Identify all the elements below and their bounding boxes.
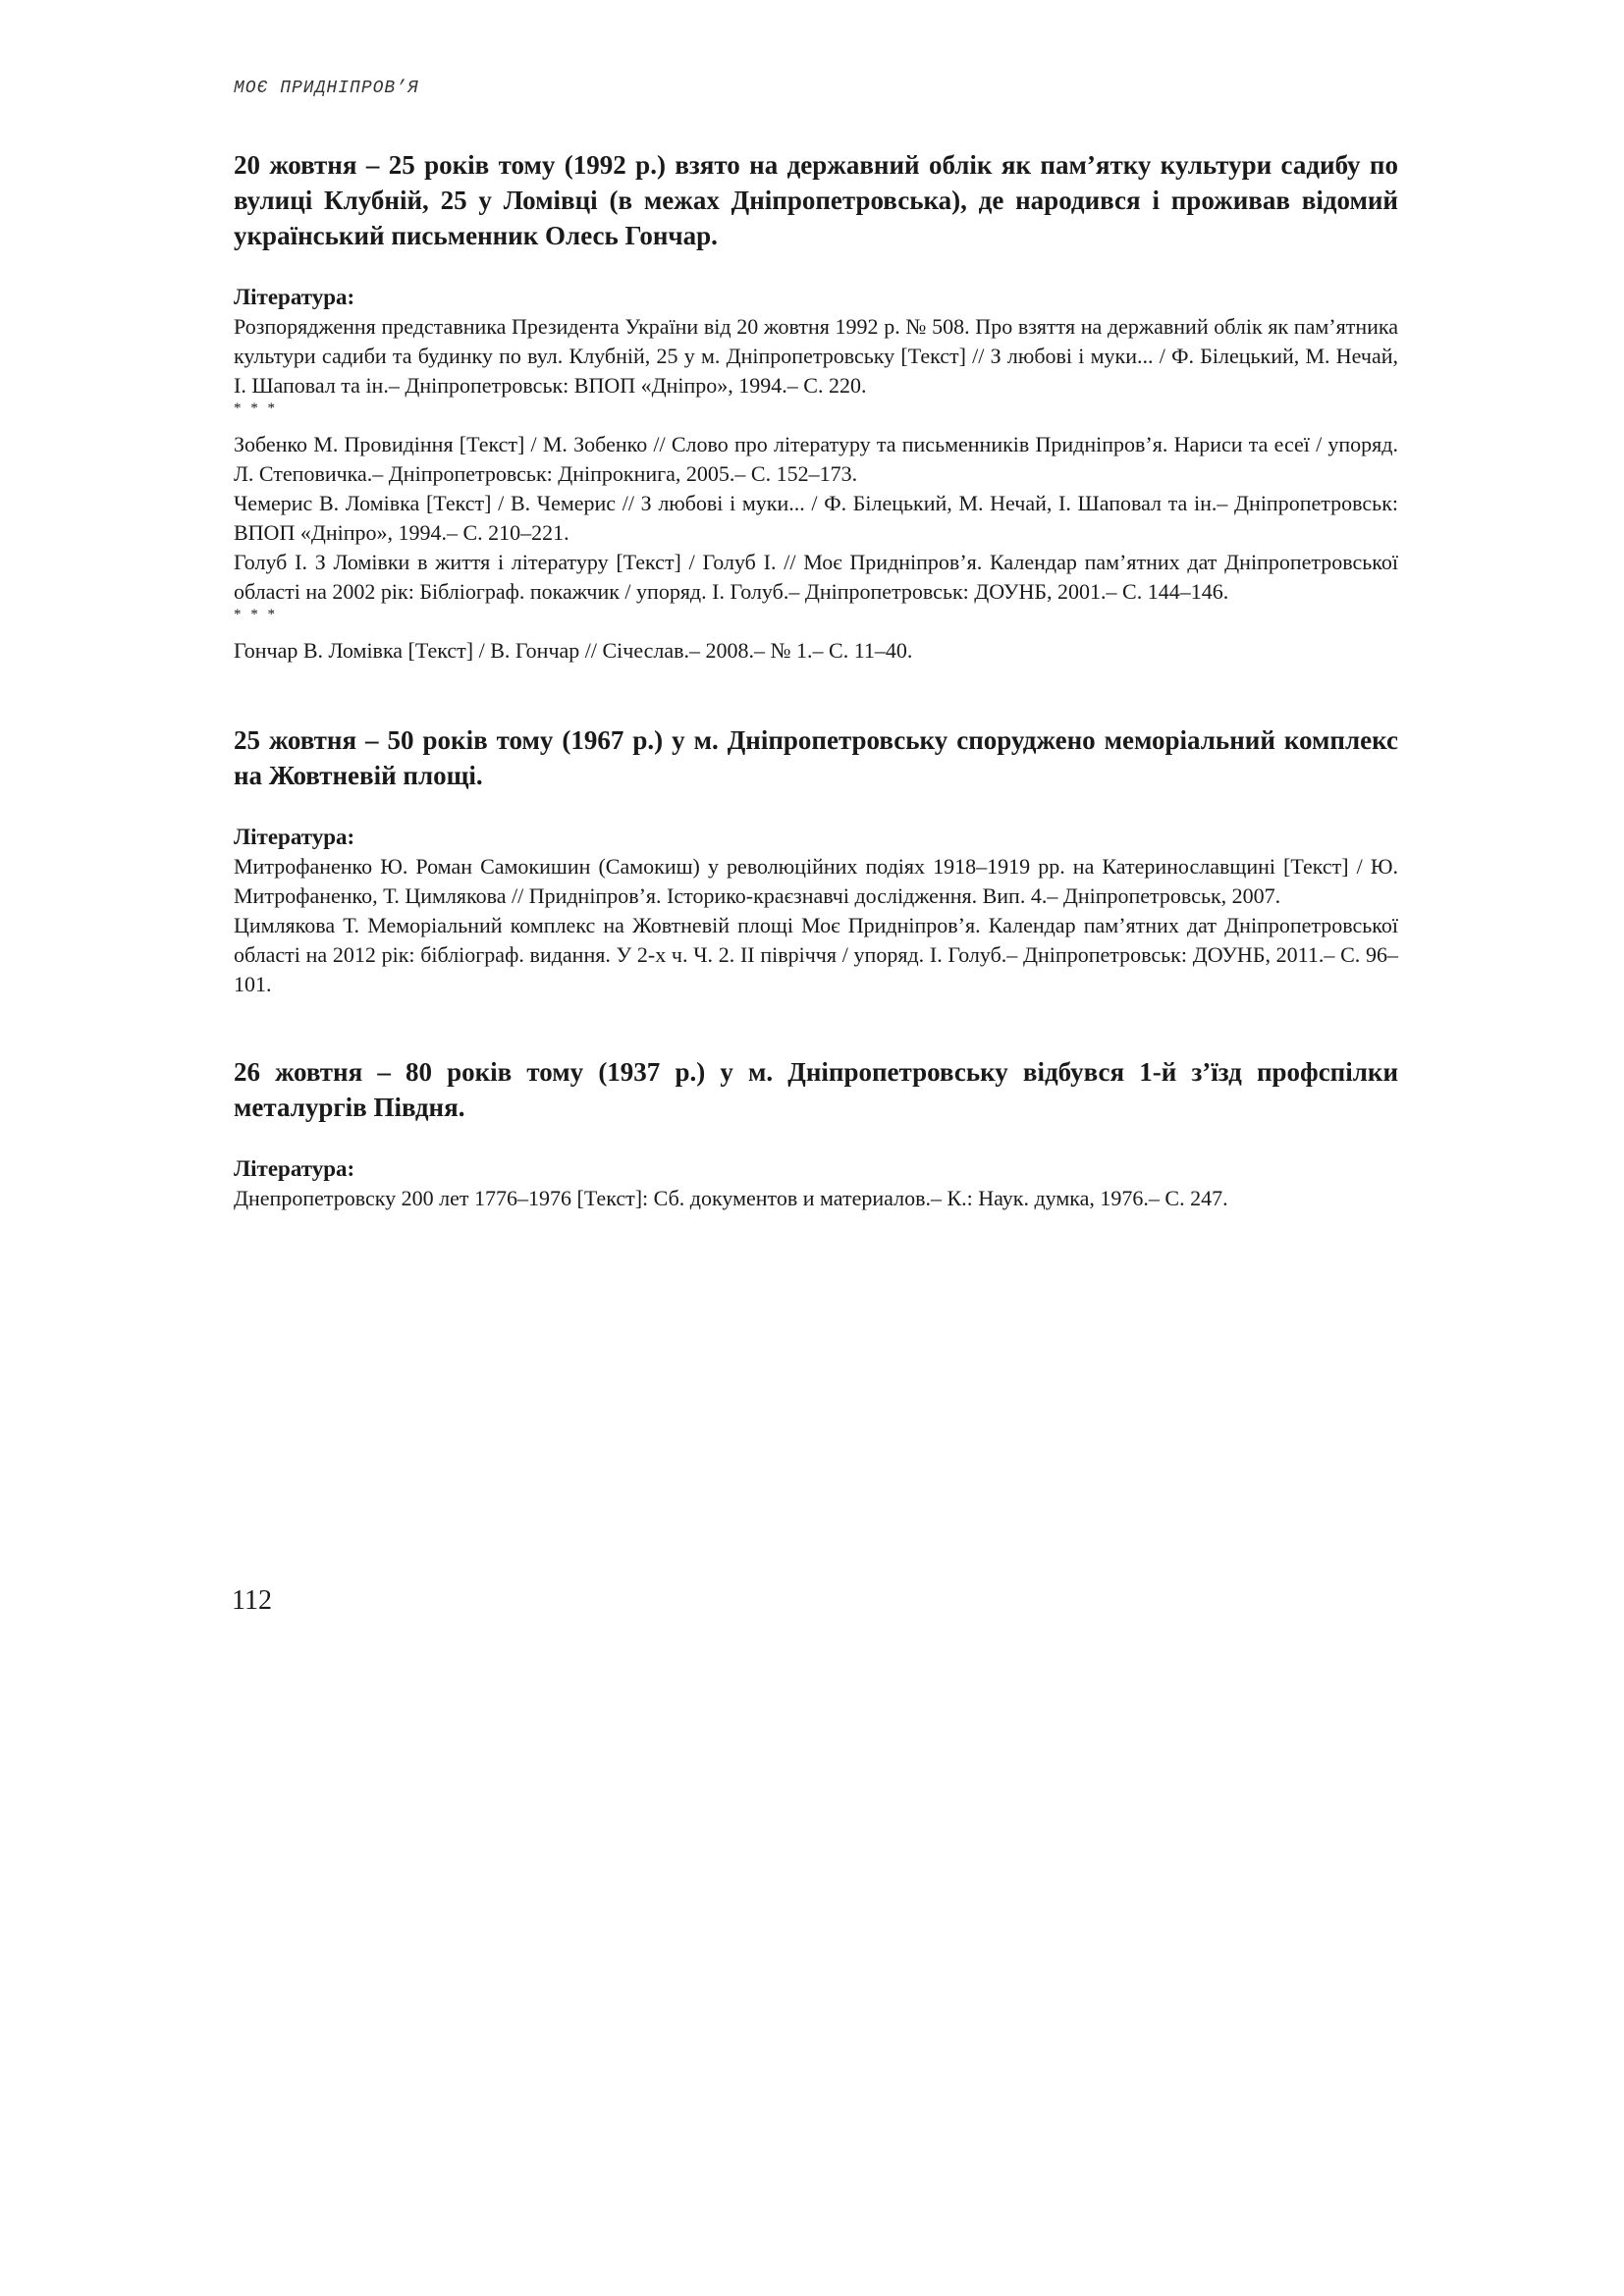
reference-item: Голуб І. З Ломівки в життя і літературу [Текст] / Голуб І. // Моє Придніпров’я. Календар пам’ятних дат Дніпропетровської області на 2002 рік: Бібліограф. покажчик / упоряд. І. Голуб.– Дніпропетровськ: ДОУНБ, 2001.– С. 144–146. <box>234 550 1398 604</box>
literature-label: Література: <box>234 825 355 849</box>
reference-item: Митрофаненко Ю. Роман Самокишин (Самокиш) у революційних подіях 1918–1919 рр. на Катеринославщині [Текст] / Ю. Митрофаненко, Т. Цимлякова // Придніпров’я. Історико-краєзнавчі дослідження. Вип. 4.– Дніпропетровськ, 2007. <box>234 854 1398 908</box>
literature-label: Література: <box>234 1156 355 1181</box>
entry-2 <box>234 722 1398 999</box>
reference-item: Чемерис В. Ломівка [Текст] / В. Чемерис // З любові і муки... / Ф. Білецький, М. Нечай, І. Шаповал та ін.– Дніпропетровськ: ВПОП «Дніпро», 1994.– С. 210–221. <box>234 491 1398 545</box>
literature-label: Література: <box>234 285 355 309</box>
running-header: МОЄ ПРИДНІПРОВ’Я <box>234 79 419 98</box>
reference-item: Днепропетровску 200 лет 1776–1976 [Текст]: Сб. документов и материалов.– К.: Наук. думка, 1976.– С. 247. <box>234 1186 1228 1210</box>
section-separator: * * * <box>234 607 278 622</box>
reference-item: Цимлякова Т. Меморіальний комплекс на Жовтневій площі Моє Придніпров’я. Календар пам’ятних дат Дніпропетровської області на 2012 рік: бібліограф. видання. У 2-х ч. Ч. 2. ІІ півріччя / упоряд. І. Голуб.– Дніпропетровськ: ДОУНБ, 2011.– С. 96–101. <box>234 913 1398 996</box>
reference-item: Гончар В. Ломівка [Текст] / В. Гончар // Січеслав.– 2008.– № 1.– С. 11–40. <box>234 638 913 663</box>
reference-item: Розпорядження представника Президента України від 20 жовтня 1992 р. № 508. Про взяття на державний облік як пам’ятника культури садиби та будинку по вул. Клубній, 25 у м. Дніпропетровську [Текст] // З любові і муки... / Ф. Білецький, М. Нечай, І. Шаповал та ін.– Дніпропетровськ: ВПОП «Дніпро», 1994.– С. 220. <box>234 314 1398 398</box>
entry-1 <box>234 147 1398 666</box>
section-separator: * * * <box>234 400 278 416</box>
entry-3 <box>234 1054 1398 1213</box>
entry-title: 25 жовтня – 50 років тому (1967 р.) у м. Дніпропетровську споруджено меморіальний комплекс на Жовтневій площі. <box>234 725 1398 790</box>
page-number: 112 <box>232 1585 272 1616</box>
entry-title: 20 жовтня – 25 років тому (1992 р.) взято на державний облік як пам’ятку культури садибу по вулиці Клубній, 25 у Ломівці (в межах Дніпропетровська), де народився і проживав відомий український письменник Олесь Гончар. <box>234 150 1398 250</box>
entry-title: 26 жовтня – 80 років тому (1937 р.) у м. Дніпропетровську відбувся 1-й з’їзд профспілки металургів Півдня. <box>234 1057 1398 1122</box>
page-content <box>234 147 1398 1213</box>
reference-item: Зобенко М. Провидіння [Текст] / М. Зобенко // Слово про літературу та письменників Придніпров’я. Нариси та есеї / упоряд. Л. Степовичка.– Дніпропетровськ: Дніпрокнига, 2005.– С. 152–173. <box>234 432 1398 486</box>
